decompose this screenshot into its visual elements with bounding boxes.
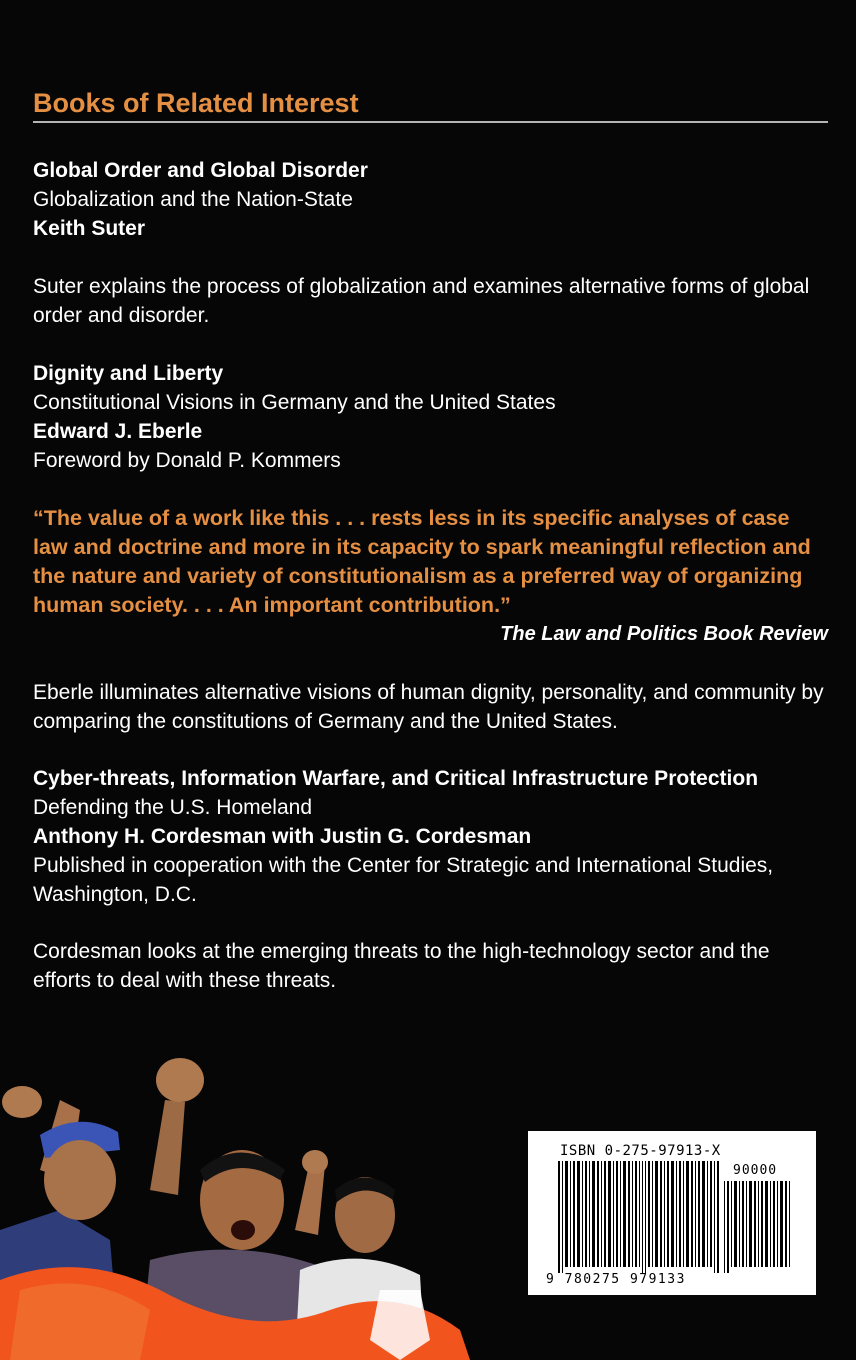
book-author: Anthony H. Cordesman with Justin G. Cordesman: [33, 825, 532, 848]
book-entry-1: [33, 156, 828, 243]
book-title: Cyber-threats, Information Warfare, and Critical Infrastructure Protection: [33, 767, 759, 790]
book-description-3: Cordesman looks at the emerging threats to the high-technology sector and the efforts to deal with these threats.: [33, 940, 770, 992]
book-foreword: Foreword by Donald P. Kommers: [33, 449, 341, 472]
review-quote: “The value of a work like this . . . rests less in its specific analyses of case law and doctrine and more in its capacity to spark meaningful reflection and the nature and variety of constitutionalism as a preferred way of organizing human society. . . . An important contribution.”: [33, 506, 811, 617]
book-subtitle: Constitutional Visions in Germany and the United States: [33, 391, 556, 414]
book-title: Dignity and Liberty: [33, 362, 224, 385]
book-author: Edward J. Eberle: [33, 420, 203, 443]
ean-number: 9 780275 979133: [546, 1272, 686, 1287]
price-code: 90000: [733, 1163, 778, 1178]
review-source: The Law and Politics Book Review: [500, 623, 828, 645]
book-author: Keith Suter: [33, 217, 146, 240]
book-subtitle: Defending the U.S. Homeland: [33, 796, 312, 819]
book-title: Global Order and Global Disorder: [33, 159, 368, 182]
isbn-number: ISBN 0-275-97913-X: [560, 1143, 721, 1159]
book-publication-note: Published in cooperation with the Center for Strategic and International Studies, Washington, D.C.: [33, 854, 774, 906]
book-entry-3: [33, 764, 828, 909]
section-heading: Books of Related Interest: [33, 88, 828, 123]
protest-photo: [0, 1040, 470, 1360]
book-subtitle: Globalization and the Nation-State: [33, 188, 353, 211]
book-entry-2: [33, 359, 828, 475]
book-description-2: Eberle illuminates alternative visions of human dignity, personality, and community by comparing the constitutions of Germany and the United States.: [33, 681, 824, 733]
isbn-barcode: [528, 1131, 816, 1295]
barcode-bars: [528, 1131, 816, 1295]
book-description-1: Suter explains the process of globalization and examines alternative forms of global order and disorder.: [33, 275, 810, 327]
